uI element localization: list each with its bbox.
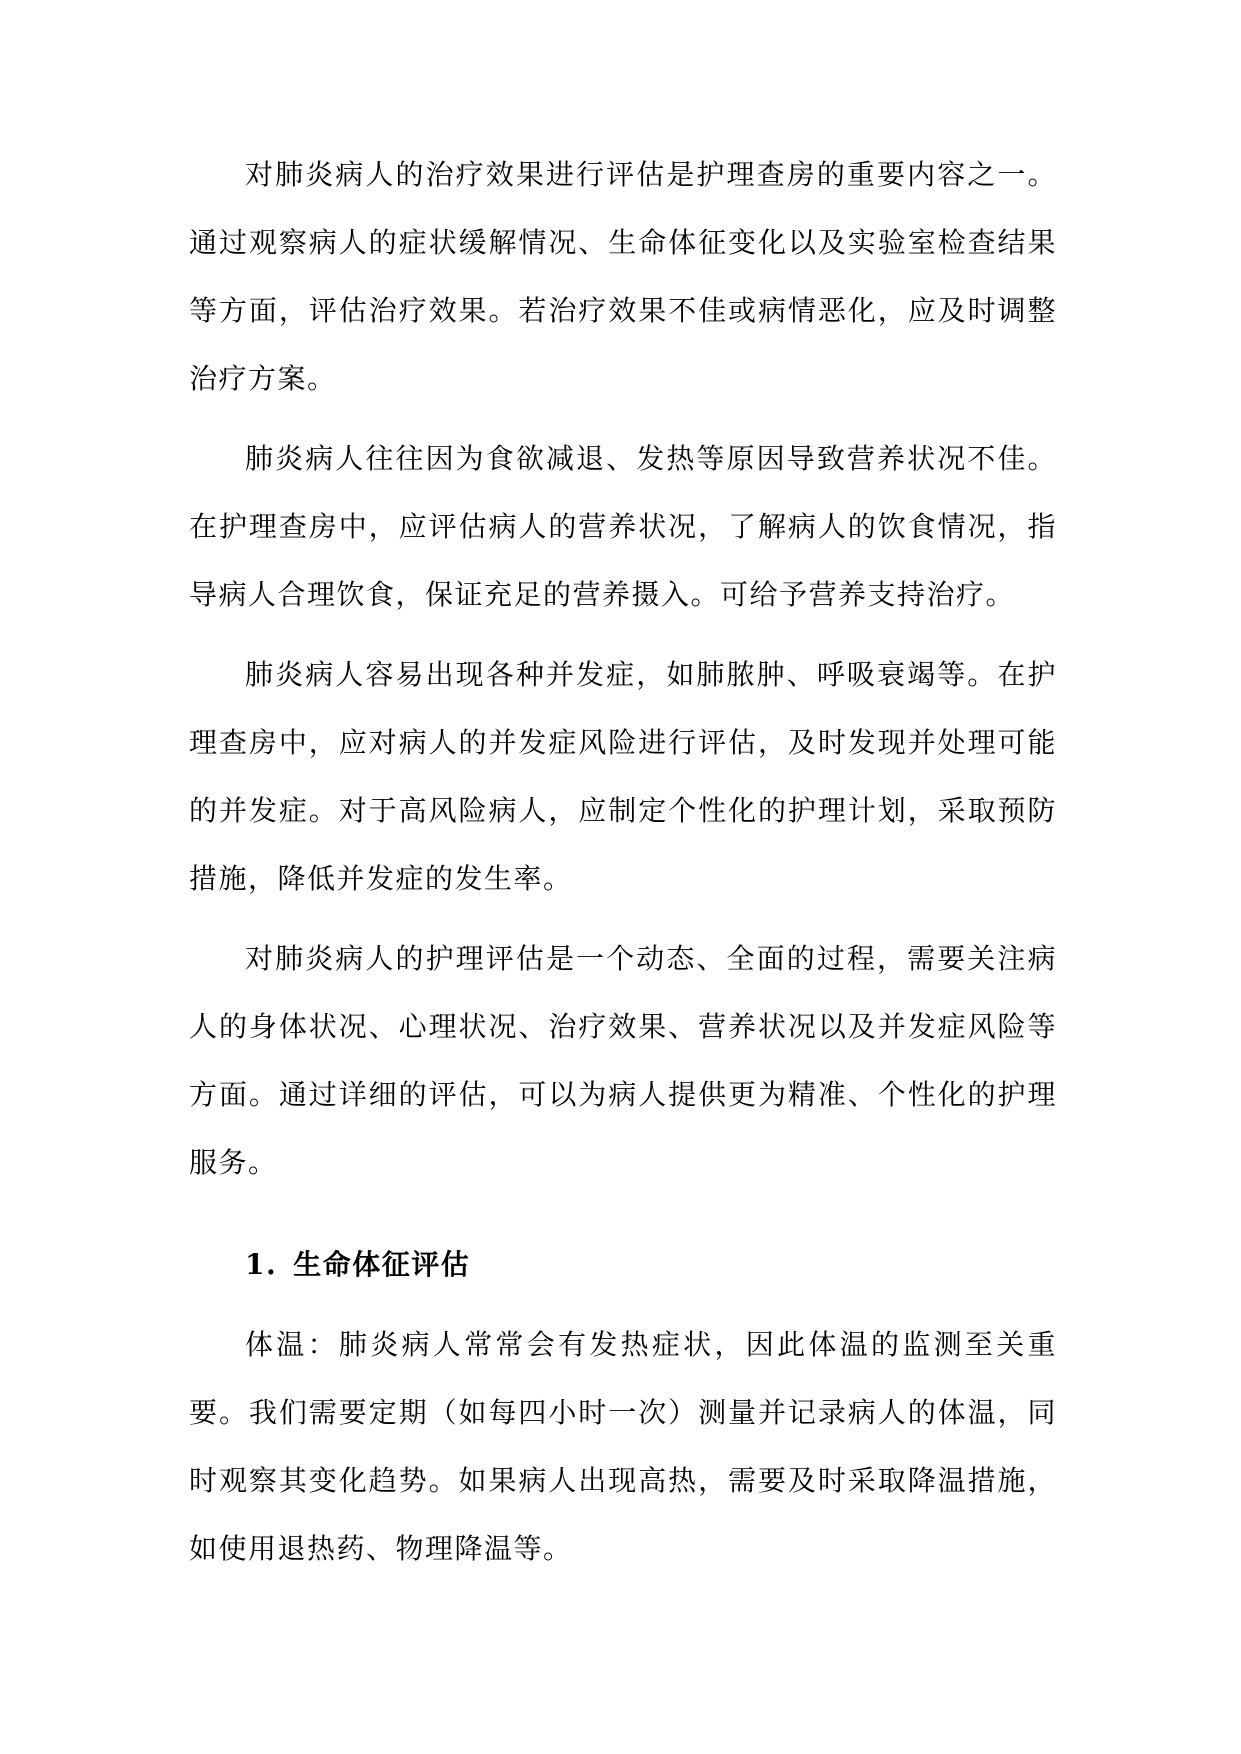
paragraph-complication-risk: 肺炎病人容易出现各种并发症，如肺脓肿、呼吸衰竭等。在护理查房中，应对病人的并发症风险进行评估，及时发现并处理可能的并发症。对于高风险病人，应制定个性化的护理计划，采取预防措施，降低并发症的发生率。 (189, 658, 1057, 895)
section-title: 生命体征评估 (293, 1248, 471, 1281)
paragraph-body-temperature: 体温：肺炎病人常常会有发热症状，因此体温的监测至关重要。我们需要定期（如每四小时一次）测量并记录病人的体温，同时观察其变化趋势。如果病人出现高热，需要及时采取降温措施，如使用退热药、物理降温等。 (189, 1328, 1057, 1565)
section-heading (189, 1231, 1057, 1299)
paragraph-summary: 对肺炎病人的护理评估是一个动态、全面的过程，需要关注病人的身体状况、心理状况、治疗效果、营养状况以及并发症风险等方面。通过详细的评估，可以为病人提供更为精准、个性化的护理服务。 (189, 942, 1057, 1179)
document-body (189, 141, 1057, 1583)
paragraph-treatment-evaluation: 对肺炎病人的治疗效果进行评估是护理查房的重要内容之一。通过观察病人的症状缓解情况、生命体征变化以及实验室检查结果等方面，评估治疗效果。若治疗效果不佳或病情恶化，应及时调整治疗方案。 (189, 158, 1057, 395)
paragraph-nutrition-assessment: 肺炎病人往往因为食欲减退、发热等原因导致营养状况不佳。在护理查房中，应评估病人的营养状况，了解病人的饮食情况，指导病人合理饮食，保证充足的营养摄入。可给予营养支持治疗。 (189, 442, 1057, 611)
section-number: 1. (245, 1248, 278, 1281)
